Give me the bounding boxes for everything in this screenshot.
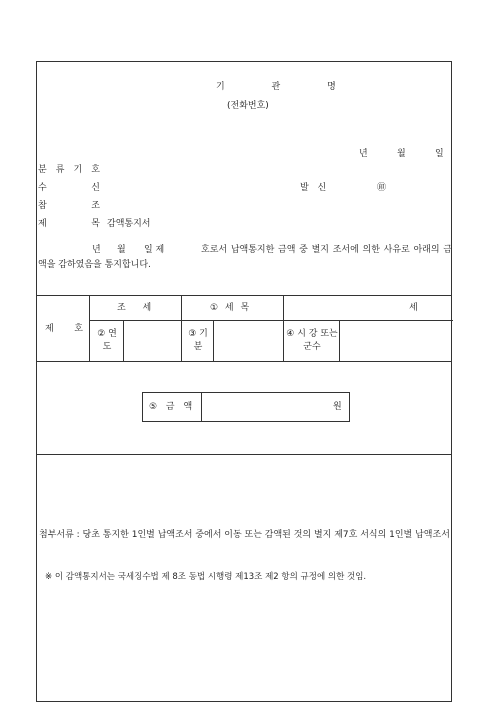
- divider: [37, 295, 451, 296]
- seal-mark: ㊞: [377, 183, 387, 193]
- amount-label: ⑤ 금 액: [149, 402, 193, 412]
- amount-unit: 원: [333, 402, 342, 412]
- classification-label: 분 류 기 호: [38, 165, 100, 175]
- divider: [37, 361, 451, 362]
- body-year: 년: [92, 245, 101, 255]
- agency-name: [216, 82, 358, 93]
- year-label: ② 연 도: [97, 329, 117, 352]
- sender-label: 발 신: [300, 183, 327, 193]
- subject-label: 제 목: [38, 219, 100, 229]
- table-col-divider: [89, 295, 90, 361]
- form-frame: [36, 61, 452, 702]
- table-col-divider: [123, 320, 124, 361]
- date-year: 년: [359, 149, 368, 159]
- table-col-divider: [283, 295, 284, 361]
- date-day: 일: [435, 149, 444, 159]
- date-month: 월: [397, 149, 406, 159]
- attachment-text: 첨부서류 : 당초 통지한 1인별 납액조서 중에서 이동 또는 감액된 것의 별지 제7호 서식의 1인별 납액조서: [39, 530, 450, 540]
- period-label: ③ 기 분: [188, 329, 208, 352]
- amount-box: [142, 392, 350, 422]
- subject-value: 감액통지서: [107, 219, 151, 229]
- table-col-divider: [213, 320, 214, 361]
- phone-number: (전화번호): [227, 101, 269, 111]
- reference-label: 참 조: [38, 201, 100, 211]
- table-row-label: 제 호: [45, 324, 83, 334]
- tax-item-header: ① 세 목: [210, 303, 250, 313]
- body-day: 일 제: [144, 245, 165, 255]
- divider: [37, 454, 451, 455]
- recipient-label: 수 신: [38, 183, 100, 193]
- table-col-divider: [181, 295, 182, 361]
- tax-header: 세: [409, 303, 418, 313]
- amount-divider: [201, 393, 202, 421]
- county-label: ④ 시 강 또는 군수: [286, 329, 338, 352]
- body-text: [38, 243, 452, 273]
- legal-note: ※ 이 감액통지서는 국세징수법 제 8조 동법 시행령 제13조 제2 항의 규정에 의한 것임.: [45, 572, 367, 582]
- agency-name-text: 기 관 명: [216, 82, 358, 92]
- table-mid-line: [89, 320, 453, 321]
- body-month: 월: [117, 245, 126, 255]
- tax-year-header: 조 세: [117, 303, 152, 313]
- table-col-divider: [339, 320, 340, 361]
- body-text-content: 호로서 납액통지한 금액 중 별지 조서에 의한 사유로 아래의 금액을 감하였음을 통지합니다.: [38, 245, 452, 270]
